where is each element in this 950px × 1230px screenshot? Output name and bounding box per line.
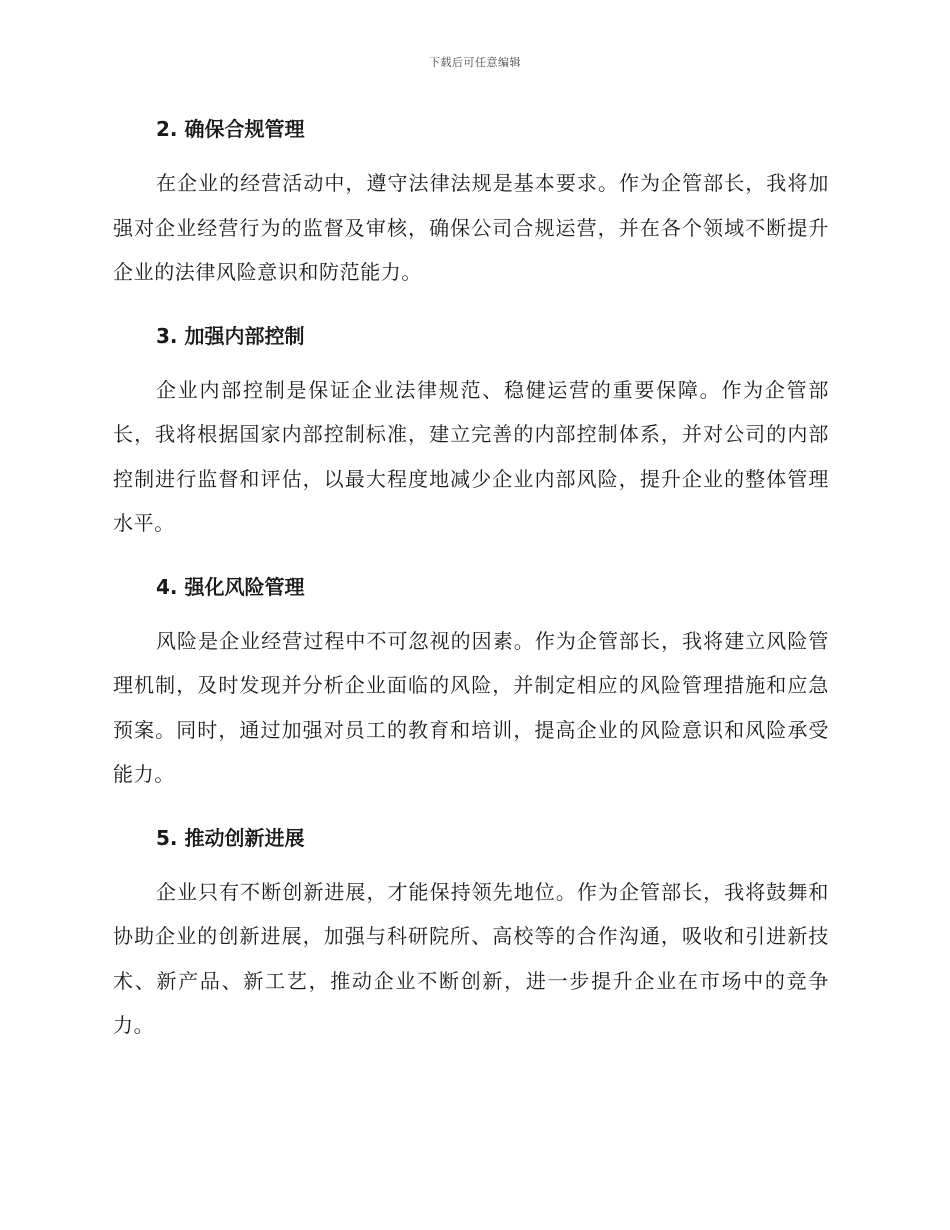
section-paragraph: 企业只有不断创新进展，才能保持领先地位。作为企管部长，我将鼓舞和协助企业的创新进展，加强与科研院所、高校等的合作沟通，吸收和引进新技术、新产品、新工艺，推动企业不断创新，进一步提升企业在市场中的竞争力。 xyxy=(113,879,829,1037)
section-paragraph: 在企业的经营活动中，遵守法律法规是基本要求。作为企管部长，我将加强对企业经营行为的监督及审核，确保公司合规运营，并在各个领域不断提升企业的法律风险意识和防范能力。 xyxy=(113,171,829,284)
document-content xyxy=(113,110,829,1070)
section-heading: 5. 推动创新进展 xyxy=(156,825,305,850)
section-heading: 4. 强化风险管理 xyxy=(156,574,305,599)
page-header-note: 下载后可任意编辑 xyxy=(429,56,521,69)
section-compliance xyxy=(113,110,829,295)
section-paragraph: 企业内部控制是保证企业法律规范、稳健运营的重要保障。作为企管部长，我将根据国家内部控制标准，建立完善的内部控制体系，并对公司的内部控制进行监督和评估，以最大程度地减少企业内部风险，提升企业的整体管理水平。 xyxy=(113,377,829,535)
section-heading: 3. 加强内部控制 xyxy=(156,323,305,348)
section-risk-management xyxy=(113,568,829,797)
section-heading: 2. 确保合规管理 xyxy=(156,117,305,141)
section-internal-control xyxy=(113,317,829,546)
section-paragraph: 风险是企业经营过程中不可忽视的因素。作为企管部长，我将建立风险管理机制，及时发现并分析企业面临的风险，并制定相应的风险管理措施和应急预案。同时，通过加强对员工的教育和培训，提高企业的风险意识和风险承受能力。 xyxy=(113,628,829,786)
section-innovation xyxy=(113,819,829,1048)
